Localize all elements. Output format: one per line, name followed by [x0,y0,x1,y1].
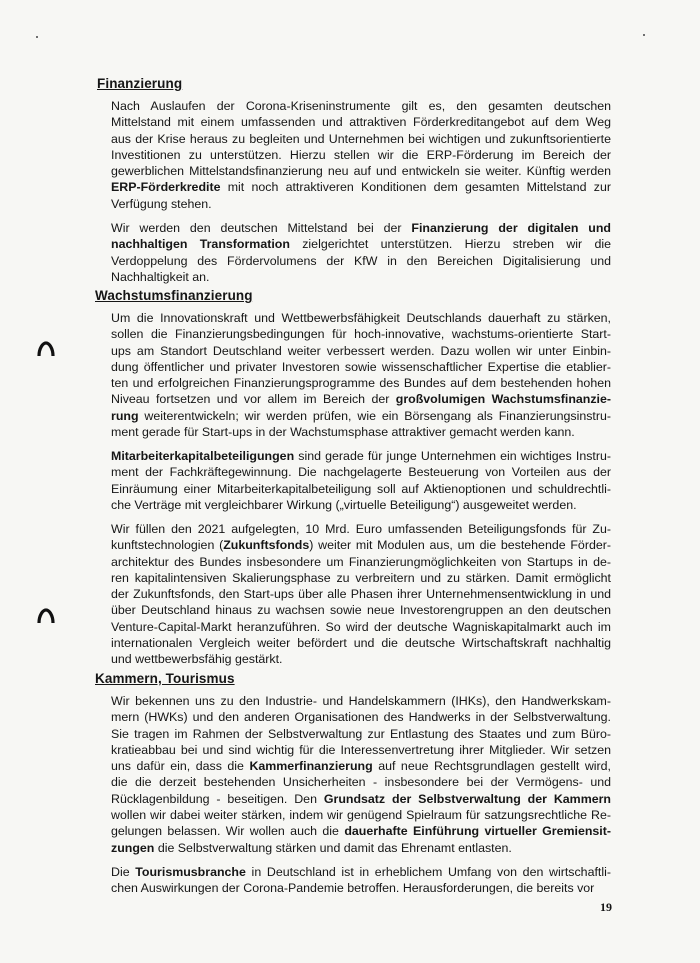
text-line [111,391,611,407]
emphasized-text: Tourismusbranche [135,865,246,879]
text-run: Mittelstand mit einem umfassenden und attraktiven Förderkreditangebot auf dem Weg [111,115,611,130]
text-run: chen Auswirkungen der Corona-Pandemie betroffen. Herausforderungen, die bereits vor [111,881,595,896]
text-line [111,448,611,464]
text-run: mit noch attraktiveren Konditionen dem gesamten Mittelstand zur [220,180,611,195]
emphasized-text: Kammerfinanzierung [249,759,373,774]
text-run: ) weiter mit Modulen aus, um die bestehende Förder- [309,538,611,553]
text-run: Wir bekennen uns zu den Industrie- und Handelskammern (IHKs), den Handwerkskam- [111,694,611,708]
text-line [111,521,611,537]
text-run: kunftstechnologien ( [111,538,224,553]
text-line [111,726,611,742]
text-line [111,823,611,839]
text-run: mern (HWKs) und den anderen Organisationen des Handwerks in der Selbstverwaltung. [111,710,611,725]
text-line [111,163,611,179]
text-run: dung öffentlicher und privater Investoren sowie wissenschaftlicher Expertise die etablier- [111,359,611,374]
text-run: wollen wir dabei weiter stärken, indem wir genügend Spielraum für satzungsrechtliche Re- [111,808,611,823]
text-run: zielgerichtet unterstützen. Hierzu streben wir die [289,237,611,252]
text-line [111,619,611,635]
text-run: Um die Innovationskraft und Wettbewerbsfähigkeit Deutschlands dauerhaft zu stärken, [111,311,611,325]
emphasized-text: dauerhafte Einführung virtueller Gremiensit- [344,824,612,839]
section-heading-kammern-tourismus: Kammern, Tourismus [95,671,235,686]
text-run: der Zukunftsfonds, den Start-ups über alle Phasen ihrer Unternehmensentwicklung in und [111,587,611,602]
text-line [111,98,611,114]
emphasized-text: zungen [111,840,155,855]
text-run: Rücklagenbildung - beseitigen. Den [111,791,324,806]
text-line [111,554,611,570]
paragraph [111,310,611,440]
scan-speck [643,34,645,36]
emphasized-text: Grundsatz der Selbstverwaltung der Kammern [323,791,611,806]
text-run: Venture-Capital-Markt heranzuführen. So wird der deutsche Wagniskapitalmarkt auch im [111,619,611,634]
text-line [111,709,611,725]
paragraph [111,220,611,285]
text-line [111,840,611,856]
section-heading-wachstumsfinanzierung: Wachstumsfinanzierung [95,288,253,303]
paragraph [111,448,611,513]
text-run: ment gerade für Start-ups in der Wachstumsphase attraktiver gemacht werden kann. [111,425,575,440]
text-run: ren kapitalintensiven Skalierungsphase zu verbreitern und zu stärken. Damit ermöglicht [111,570,611,585]
text-line [111,408,611,424]
text-line [111,807,611,823]
emphasized-text: nachhaltigen Transformation [111,237,290,252]
text-line [111,570,611,586]
text-run: Verdoppelung des Fördervolumens der KfW in den Bereichen Digitalisierung und [111,253,611,268]
emphasized-text: ERP-Förderkredite [111,180,221,195]
text-run: Sie tragen im Rahmen der Selbstverwaltung zur Entlastung des Staates und zum Büro- [111,726,611,741]
text-line [111,131,611,147]
text-line [111,791,611,807]
text-run: Wir füllen den 2021 aufgelegten, 10 Mrd. Euro umfassenden Beteiligungsfonds für Zu- [111,522,611,536]
text-line [111,236,611,252]
text-line [111,179,611,195]
text-run: Wir werden den deutschen Mittelstand bei der [111,221,412,235]
text-run: che Verträge mit vergleichbarer Wirkung („virtuelle Beteiligung“) ausgeweitet werden. [111,497,577,512]
paragraph [111,864,611,897]
emphasized-text: Mitarbeiterkapitalbeteiligungen [111,449,295,463]
text-run: uns dafür ein, dass die [111,759,250,774]
emphasized-text: großvolumigen Wachstumsfinanzie- [395,392,611,407]
text-run: Nach Auslaufen der Corona-Kriseninstrumente gilt es, den gesamten deutschen [111,99,611,113]
paragraph [111,521,611,668]
text-line [111,758,611,774]
text-line [111,424,611,440]
text-run: ten und erfolgreichen Finanzierungsprogramme des Bundes auf dem bestehenden hohen [111,376,611,391]
text-line [111,497,611,513]
emphasized-text: rung [111,408,139,423]
binder-hole-mark [37,607,55,625]
emphasized-text: Finanzierung der digitalen und [411,221,611,235]
text-run: gelungen belassen. Wir wollen auch die [111,824,345,839]
text-line [111,114,611,130]
text-line [111,880,611,896]
text-line [111,651,611,667]
text-line [111,635,611,651]
text-line [111,693,611,709]
text-run: auf neue Rechtsgrundlagen gestellt wird, [372,759,611,774]
text-run: ment der Fachkräftegewinnung. Die nachgelagerte Besteuerung von Vorteilen aus der [111,465,611,480]
text-run: Investitionen zu unterstützen. Hierzu stellen wir die ERP-Förderung im Bereich der [111,147,611,162]
text-line [111,147,611,163]
text-run: Einräumung einer Mitarbeiterkapitalbeteiligung soll auf Aktienoptionen und schuldrechtli- [111,481,611,496]
text-run: sollen die Finanzierungsbedingungen für hoch-innovative, wachstums-orientierte Start- [111,327,611,342]
text-line [111,343,611,359]
text-line [111,464,611,480]
paragraph [111,693,611,856]
text-run: weiterentwickeln; wir werden prüfen, wie ein Börsengang als Finanzierungsinstru- [138,408,611,423]
text-line [111,326,611,342]
text-line [111,602,611,618]
binder-hole-mark [37,340,55,358]
text-run: internationalen Vergleich weiter befördert und die deutsche Wirtschaftskraft nachhaltig [111,636,611,651]
text-run: Niveau fortsetzen und vor allem im Bereich der [111,392,396,407]
emphasized-text: Zukunftsfonds [223,538,310,553]
text-run: ups am Standort Deutschland weiter verbessert werden. Dazu wollen wir unter Einbin- [111,343,611,358]
text-run: in Deutschland ist in erheblichem Umfang von den wirtschaftli- [245,865,611,879]
text-line [111,220,611,236]
page-number: 19 [600,900,612,914]
text-run: aus der Krise heraus zu begleiten und Unternehmen bei wichtigen und zukunftsorientierte [111,131,611,146]
text-run: die Selbstverwaltung stärken und damit das Ehrenamt entlasten. [154,840,512,855]
text-line [111,253,611,269]
text-run: Verfügung stehen. [111,196,212,211]
text-line [111,359,611,375]
scan-speck [36,36,38,38]
text-line [111,481,611,497]
section-heading-finanzierung: Finanzierung [97,76,183,91]
text-line [111,586,611,602]
text-run: und wettbewerbsfähig gestärkt. [111,652,283,667]
text-run: Die [111,865,136,879]
text-run: kratieabbau bei und sind wichtig für die Interessenvertretung ihrer Mitglieder. Wir setzen [111,742,611,757]
text-run: Nachhaltigkeit an. [111,269,210,284]
text-line [111,537,611,553]
text-run: gewerblichen Mittelstandsfinanzierung neu auf und entwickeln sie weiter. Künftig werden [111,164,611,179]
text-line [111,375,611,391]
text-run: die die derzeit bestehenden Unsicherheiten - insbesondere bei der Vermögens- und [111,775,611,790]
paragraph [111,98,611,212]
text-run: architektur des Bundes insbesondere um Finanzierungmöglichkeiten von Startups in de- [111,554,611,569]
text-run: über Deutschland hinaus zu wachsen sowie neue Investorengruppen an den deutschen [111,603,611,618]
text-line [111,269,611,285]
text-line [111,196,611,212]
text-run: sind gerade für junge Unternehmen ein wichtiges Instru- [294,449,611,463]
text-line [111,864,611,880]
text-line [111,742,611,758]
text-line [111,310,611,326]
text-line [111,774,611,790]
